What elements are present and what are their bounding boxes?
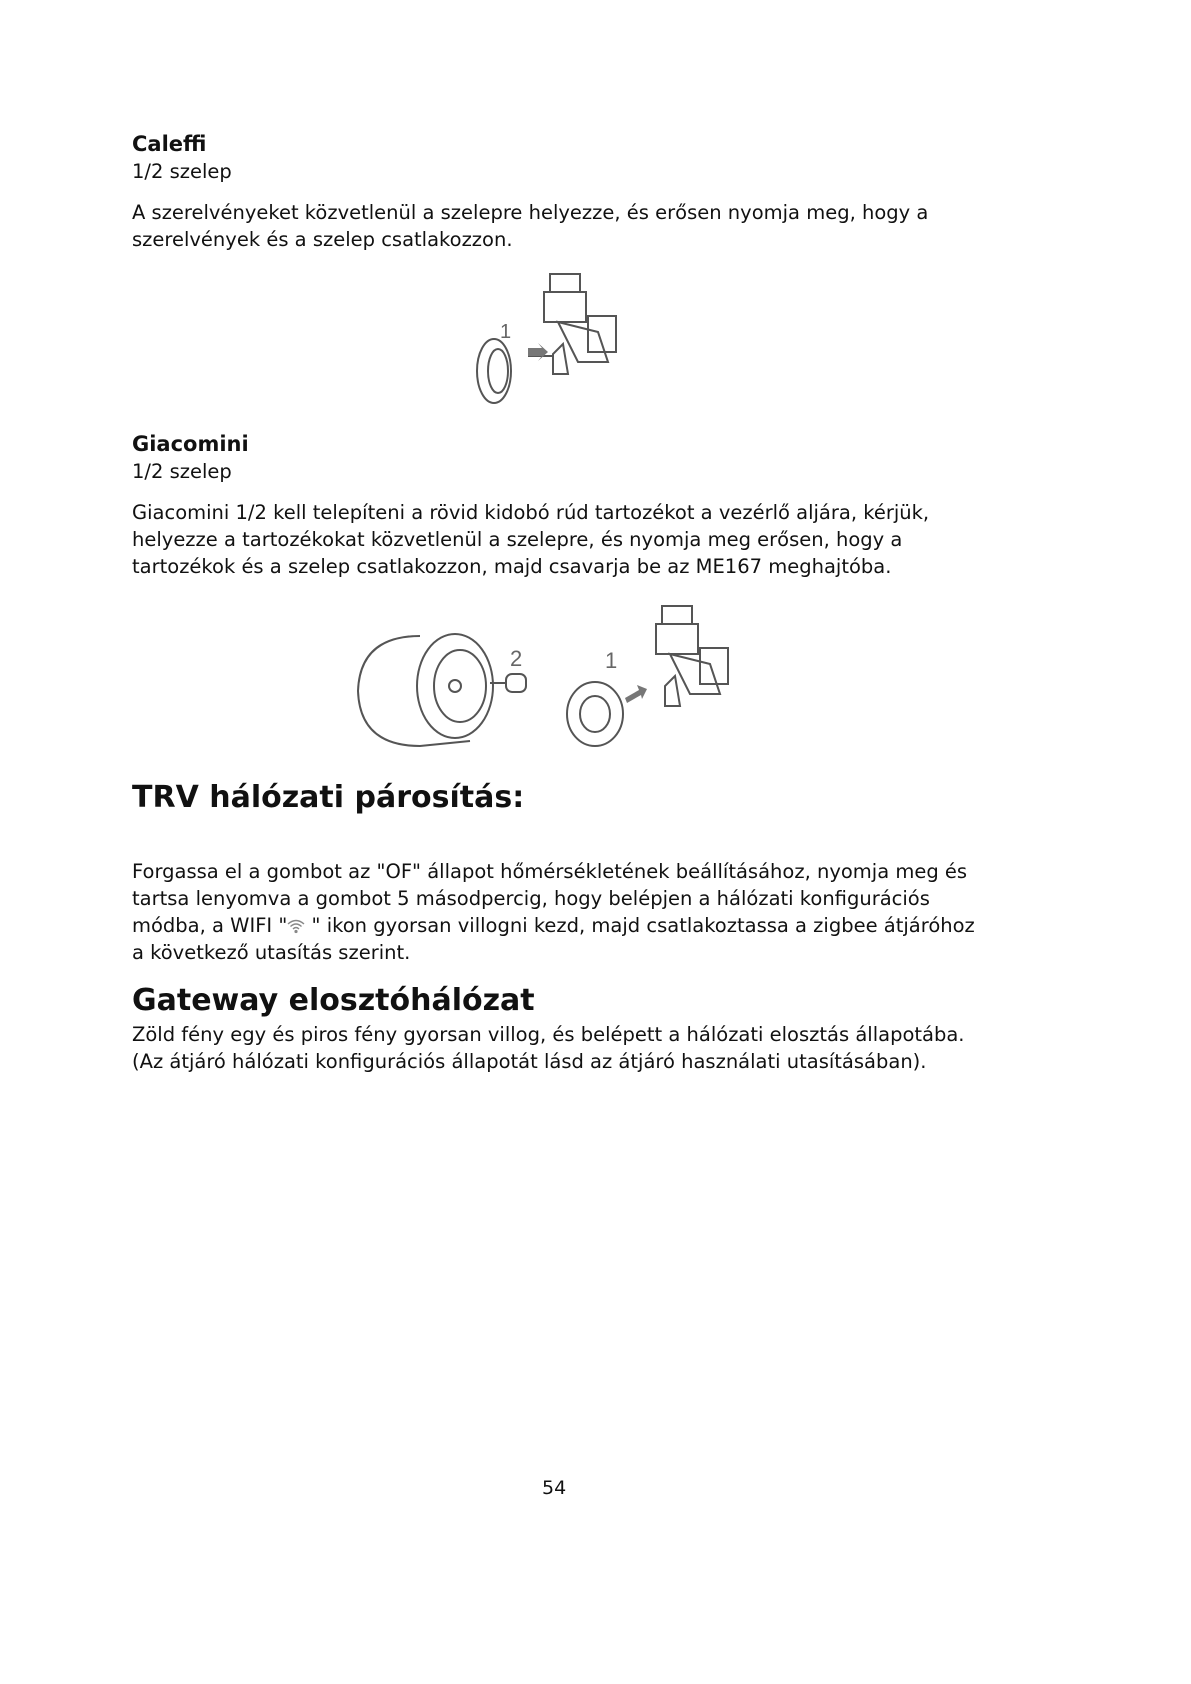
wifi-icon <box>287 918 305 934</box>
giacomini-text: Giacomini 1/2 kell telepíteni a rövid kidobó rúd tartozékot a vezérlő aljára, kérjük, helyezze a tartozékokat közvetlenül a szelepre, és nyomja meg erősen, hogy a tartozékok és a szelep csatlakozzon, majd csavarja be az ME167 meghajtóba. <box>132 501 930 578</box>
figure-label: 1 <box>500 321 512 343</box>
arrow-icon <box>625 685 647 703</box>
giacomini-subtitle: 1/2 szelep <box>132 460 232 483</box>
caleffi-subtitle: 1/2 szelep <box>132 160 232 183</box>
gateway-heading: Gateway elosztóhálózat <box>132 983 535 1018</box>
arrow-icon <box>528 343 548 361</box>
trv-text-part: " ikon gyorsan villogni kezd, majd csatlakoztassa a zigbee átjáróhoz a következő utasítás szerint. <box>132 914 975 964</box>
trv-pairing-heading: TRV hálózati párosítás: <box>132 780 525 815</box>
trv-text-part: Forgassa el a gombot az "OF" állapot hőmérsékletének beállításához, nyomja meg és tartsa lenyomva a gombot 5 másodpercig, hogy belépjen a hálózati konfigurációs módba, a WIFI " <box>132 860 968 937</box>
giacomini-heading: Giacomini <box>132 432 249 456</box>
figure-label: 2 <box>510 646 523 671</box>
caleffi-heading: Caleffi <box>132 132 207 156</box>
caleffi-valve-illustration <box>468 266 643 416</box>
trv-pairing-text <box>132 858 992 966</box>
page-number: 54 <box>542 1477 567 1499</box>
figure-label: 1 <box>605 648 618 673</box>
giacomini-valve-illustration <box>350 596 762 762</box>
gateway-text: Zöld fény egy és piros fény gyorsan villog, és belépett a hálózati elosztás állapotába. (Az átjáró hálózati konfigurációs állapotát lásd az átjáró használati utasításában). <box>132 1023 965 1073</box>
caleffi-text: A szerelvényeket közvetlenül a szelepre helyezze, és erősen nyomja meg, hogy a szerelvények és a szelep csatlakozzon. <box>132 201 929 251</box>
